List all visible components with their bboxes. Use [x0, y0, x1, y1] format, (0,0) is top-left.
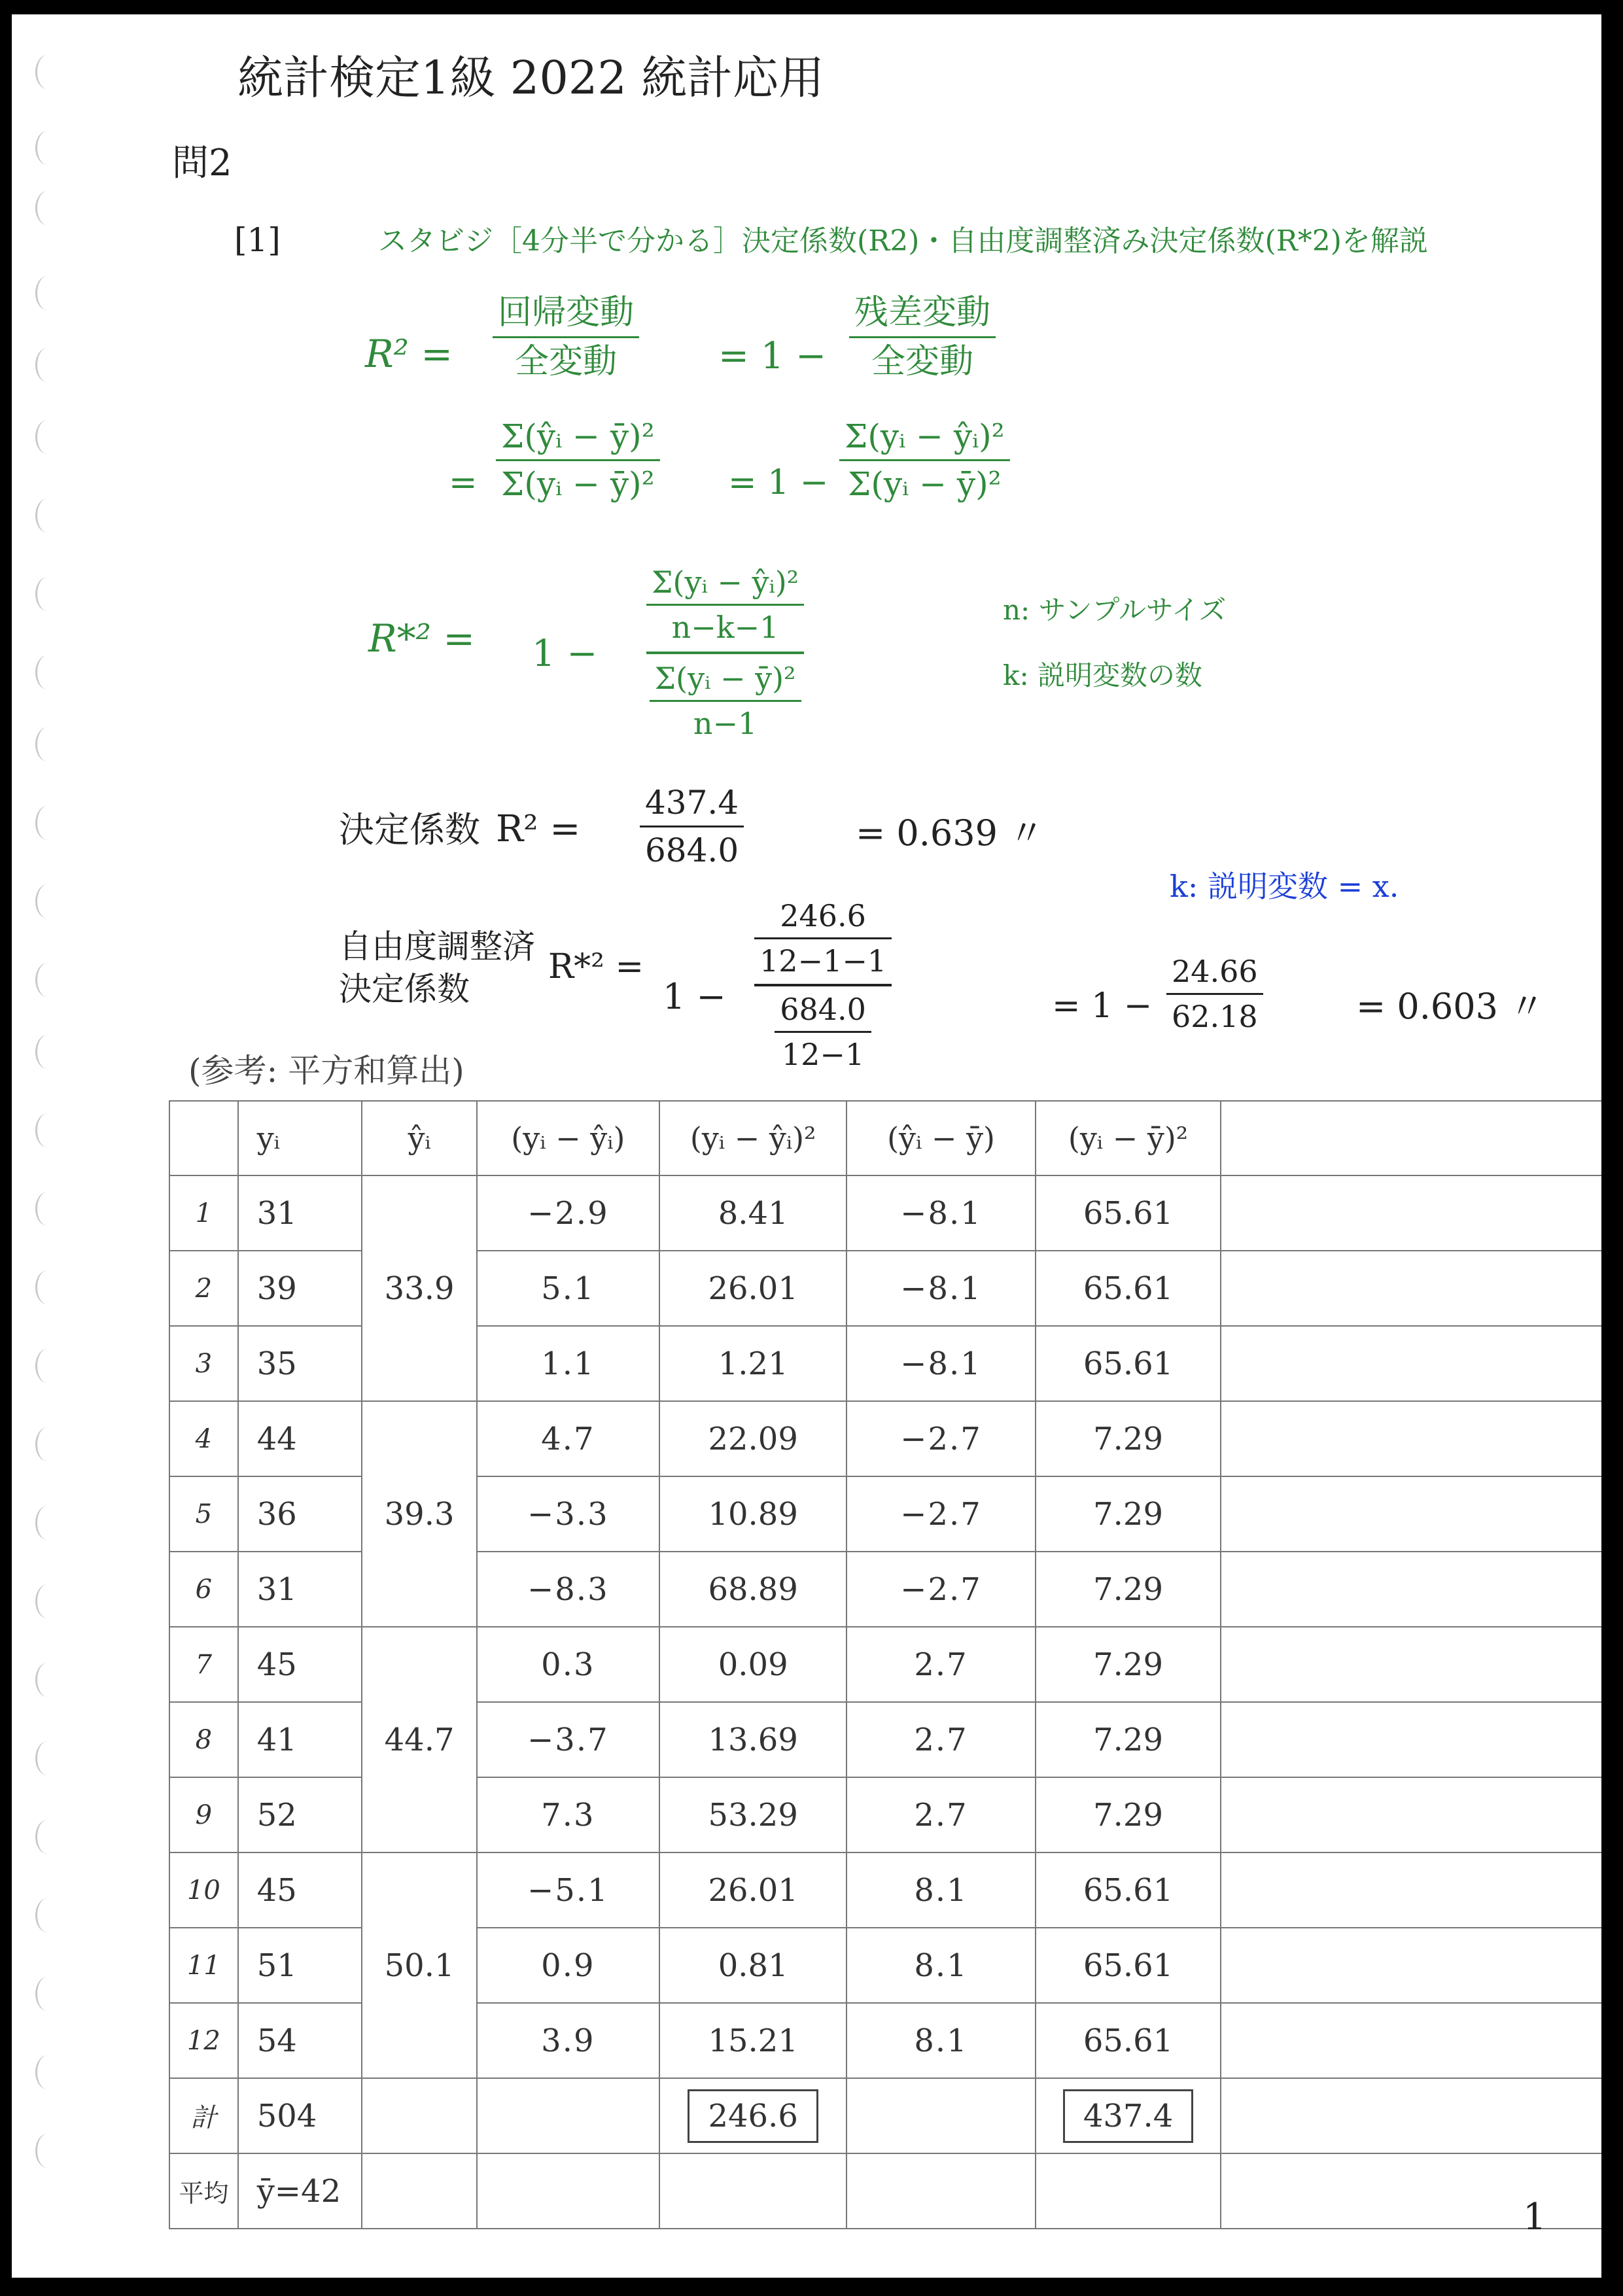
table-caption: (参考: 平方和算出)	[188, 1052, 464, 1090]
residual-squared-cell: 1.21	[659, 1326, 846, 1401]
k-definition: k: 説明変数の数	[1003, 659, 1202, 691]
residual-squared-cell: 8.41	[659, 1175, 846, 1251]
notebook-page	[12, 14, 1601, 2278]
binder-hole	[35, 2055, 60, 2089]
observed-y-cell: 31	[238, 1552, 362, 1627]
column-header: (yᵢ − ȳ)²	[1036, 1101, 1221, 1175]
blank-cell	[1221, 1627, 1601, 1702]
total-squared-cell: 7.29	[1036, 1552, 1221, 1627]
page-title: 統計検定1級 2022 統計応用	[237, 51, 825, 105]
total-row	[169, 2078, 1601, 2153]
binder-hole	[35, 655, 60, 689]
ratio-denominator: 全変動	[515, 342, 618, 381]
blank-cell	[1221, 1852, 1601, 1928]
row-index: 10	[169, 1852, 238, 1928]
regression-deviation-cell: 8.1	[846, 2003, 1035, 2078]
regression-deviation-cell: −8.1	[846, 1175, 1035, 1251]
n-definition: n: サンプルサイズ	[1003, 594, 1227, 626]
residual-squared-cell: 0.81	[659, 1928, 846, 2003]
observed-y-cell: 45	[238, 1627, 362, 1702]
row-index: 12	[169, 2003, 238, 2078]
total-squared-cell: 7.29	[1036, 1476, 1221, 1552]
reference-note: スタビジ［4分半で分かる］決定係数(R2)・自由度調整済み決定係数(R*2)を解説	[378, 224, 1428, 258]
observed-y-cell: 35	[238, 1326, 362, 1401]
residual-cell: −3.7	[477, 1702, 659, 1777]
blank-cell	[1221, 2078, 1601, 2153]
page-number: 1	[1523, 2196, 1546, 2238]
binder-hole	[35, 1427, 60, 1461]
binder-hole	[35, 1741, 60, 1775]
regression-deviation-cell: 2.7	[846, 1777, 1035, 1852]
blank-cell	[846, 2153, 1035, 2229]
regression-deviation-cell: 8.1	[846, 1928, 1035, 2003]
equals-one-minus: = 1 −	[728, 463, 829, 502]
residual-cell: 0.3	[477, 1627, 659, 1702]
row-index: 2	[169, 1251, 238, 1326]
blank-cell	[1221, 1777, 1601, 1852]
regression-deviation-cell: −2.7	[846, 1552, 1035, 1627]
r2-result: = 0.639 〃	[856, 812, 1045, 854]
radj-calc-tot-df: 12−1	[781, 1037, 865, 1072]
radj-calc-label-2: 決定係数	[339, 970, 470, 1008]
r2-denominator: 684.0	[645, 831, 739, 869]
residual-cell: 1.1	[477, 1326, 659, 1401]
total-squared-cell: 65.61	[1036, 1928, 1221, 2003]
column-header	[1221, 1101, 1601, 1175]
binder-hole	[35, 577, 60, 611]
residual-cell: −8.3	[477, 1552, 659, 1627]
row-index: 1	[169, 1175, 238, 1251]
total-squared-cell: 7.29	[1036, 1777, 1221, 1852]
binder-hole	[35, 727, 60, 761]
radj-res-df: n−k−1	[671, 610, 779, 645]
blank-cell	[1221, 1928, 1601, 2003]
binder-hole	[35, 498, 60, 532]
binder-hole	[35, 963, 60, 997]
row-index: 5	[169, 1476, 238, 1552]
resid-numerator: 残差変動	[854, 293, 991, 332]
binder-hole	[35, 1349, 60, 1383]
total-squared-cell: 65.61	[1036, 1852, 1221, 1928]
sum-res-numerator: Σ(yᵢ − ŷᵢ)²	[845, 417, 1005, 455]
r2-calc-fraction	[640, 786, 744, 867]
total-squared-sum: 437.4	[1063, 2089, 1193, 2143]
residual-squared-cell: 53.29	[659, 1777, 846, 1852]
residual-cell: −5.1	[477, 1852, 659, 1928]
row-index: 3	[169, 1326, 238, 1401]
residual-squared-cell: 10.89	[659, 1476, 846, 1552]
sum-reg-fraction	[496, 417, 660, 503]
observed-y-cell: 36	[238, 1476, 362, 1552]
observed-y-cell: 52	[238, 1777, 362, 1852]
binder-hole	[35, 1820, 60, 1854]
row-index: 11	[169, 1928, 238, 2003]
residual-squared-cell: 0.09	[659, 1627, 846, 1702]
observed-y-cell: 39	[238, 1251, 362, 1326]
binder-hole	[35, 884, 60, 918]
resid-fraction	[849, 293, 996, 381]
fitted-y-cell: 44.7	[362, 1627, 476, 1852]
radj-res-fraction	[646, 565, 804, 645]
binder-hole	[35, 2134, 60, 2168]
blank-cell	[1221, 1326, 1601, 1401]
binder-hole	[35, 420, 60, 454]
mean-label: 平均	[169, 2153, 238, 2229]
equals-one-minus: = 1 −	[718, 335, 827, 377]
resid-denominator: 全変動	[871, 342, 974, 381]
total-y: 504	[238, 2078, 362, 2153]
regression-deviation-cell: −8.1	[846, 1251, 1035, 1326]
k-note: k: 説明変数 = x.	[1170, 869, 1399, 904]
binder-hole	[35, 1506, 60, 1540]
regression-deviation-cell: −8.1	[846, 1326, 1035, 1401]
residual-cell: 3.9	[477, 2003, 659, 2078]
blank-cell	[1221, 1175, 1601, 1251]
column-header: ŷᵢ	[362, 1101, 476, 1175]
residual-squared-cell: 26.01	[659, 1251, 846, 1326]
residual-squared-cell: 26.01	[659, 1852, 846, 1928]
binder-hole	[35, 131, 60, 165]
radj-res-numerator: Σ(yᵢ − ŷᵢ)²	[652, 565, 799, 600]
radj-mid-numerator: 24.66	[1172, 954, 1258, 989]
observed-y-cell: 54	[238, 2003, 362, 2078]
sum-tot-denominator: Σ(yᵢ − ȳ)²	[848, 465, 1002, 503]
blank-cell	[477, 2078, 659, 2153]
radj-calc-res-fraction	[754, 898, 892, 979]
binder-hole	[35, 1898, 60, 1932]
binder-hole	[35, 1663, 60, 1697]
radj-calc-tot: 684.0	[780, 992, 866, 1027]
binder-hole	[35, 276, 60, 310]
total-squared-cell: 7.29	[1036, 1627, 1221, 1702]
column-header: yᵢ	[238, 1101, 362, 1175]
total-squared-cell: 65.61	[1036, 1251, 1221, 1326]
radj-calc-label-1: 自由度調整済	[339, 928, 535, 965]
residual-squared-cell: 13.69	[659, 1702, 846, 1777]
blank-cell	[362, 2153, 476, 2229]
total-residual-squared: 246.6	[688, 2089, 818, 2143]
blank-cell	[1221, 2003, 1601, 2078]
table-header-row	[169, 1101, 1601, 1175]
column-header	[169, 1101, 238, 1175]
radj-calc-outer-fraction	[754, 898, 892, 1072]
sum-reg-numerator: Σ(ŷᵢ − ȳ)²	[501, 417, 655, 455]
blank-cell	[1221, 1251, 1601, 1326]
binder-hole	[35, 806, 60, 840]
radj-calc-one-minus: 1 −	[663, 976, 726, 1017]
r2-calc-label: 決定係数	[339, 809, 480, 850]
radj-tot-fraction	[650, 663, 801, 739]
sum-tot-denominator: Σ(yᵢ − ȳ)²	[501, 465, 655, 503]
table-row	[169, 1175, 1601, 1251]
blank-cell	[1221, 1476, 1601, 1552]
row-index: 9	[169, 1777, 238, 1852]
radj-outer-fraction	[646, 567, 804, 739]
binder-hole	[35, 191, 60, 225]
ratio-fraction	[493, 293, 639, 381]
r2-symbol: R² =	[365, 332, 453, 376]
row-index: 6	[169, 1552, 238, 1627]
blank-cell	[1221, 1401, 1601, 1476]
equals-sign: =	[449, 463, 478, 502]
residual-cell: 4.7	[477, 1401, 659, 1476]
sum-res-fraction	[839, 417, 1010, 503]
fitted-y-cell: 50.1	[362, 1852, 476, 2078]
total-squared-cell: 7.29	[1036, 1702, 1221, 1777]
fitted-y-cell: 33.9	[362, 1175, 476, 1401]
sum-of-squares-table	[169, 1100, 1601, 2229]
ratio-numerator: 回帰変動	[498, 293, 635, 332]
total-squared-sum-cell	[1036, 2078, 1221, 2153]
radj-calc-res-df: 12−1−1	[759, 943, 887, 979]
total-squared-cell: 65.61	[1036, 2003, 1221, 2078]
observed-y-cell: 44	[238, 1401, 362, 1476]
blank-cell	[477, 2153, 659, 2229]
residual-cell: 7.3	[477, 1777, 659, 1852]
row-index: 7	[169, 1627, 238, 1702]
observed-y-cell: 51	[238, 1928, 362, 2003]
residual-cell: 0.9	[477, 1928, 659, 2003]
residual-squared-cell: 68.89	[659, 1552, 846, 1627]
regression-deviation-cell: 2.7	[846, 1702, 1035, 1777]
regression-deviation-cell: −2.7	[846, 1476, 1035, 1552]
total-squared-cell: 65.61	[1036, 1326, 1221, 1401]
table-row	[169, 1627, 1601, 1702]
binder-hole	[35, 1113, 60, 1147]
radj-result: = 0.603 〃	[1356, 986, 1545, 1027]
table-row	[169, 1852, 1601, 1928]
radj-calc-res: 246.6	[780, 898, 866, 933]
row-index: 8	[169, 1702, 238, 1777]
mean-y: ȳ=42	[238, 2153, 362, 2229]
radj-symbol: R*² =	[368, 616, 475, 661]
blank-cell	[1221, 1702, 1601, 1777]
blank-cell	[1221, 1552, 1601, 1627]
blank-cell	[659, 2153, 846, 2229]
residual-squared-cell: 15.21	[659, 2003, 846, 2078]
question-number: 問2	[172, 142, 232, 184]
radj-calc-tot-fraction	[775, 994, 871, 1070]
mean-row	[169, 2153, 1601, 2229]
column-header: (ŷᵢ − ȳ)	[846, 1101, 1035, 1175]
residual-cell: 5.1	[477, 1251, 659, 1326]
binder-hole	[35, 55, 60, 89]
binder-hole	[35, 1977, 60, 2011]
radj-mid-denominator: 62.18	[1172, 999, 1258, 1034]
binder-hole	[35, 1035, 60, 1069]
radj-tot-numerator: Σ(yᵢ − ȳ)²	[654, 661, 796, 696]
radj-tot-df: n−1	[693, 706, 758, 741]
regression-deviation-cell: 2.7	[846, 1627, 1035, 1702]
table-row	[169, 1401, 1601, 1476]
binder-hole	[35, 348, 60, 382]
blank-cell	[846, 2078, 1035, 2153]
blank-cell	[362, 2078, 476, 2153]
radj-calc-mid-fraction	[1166, 956, 1263, 1032]
fitted-y-cell: 39.3	[362, 1401, 476, 1627]
row-index: 4	[169, 1401, 238, 1476]
residual-cell: −3.3	[477, 1476, 659, 1552]
residual-squared-cell: 22.09	[659, 1401, 846, 1476]
binder-hole	[35, 1192, 60, 1226]
one-minus: 1 −	[532, 633, 598, 675]
regression-deviation-cell: 8.1	[846, 1852, 1035, 1928]
total-squared-cell: 65.61	[1036, 1175, 1221, 1251]
r2-calc-symbol: R² =	[496, 808, 581, 850]
blank-cell	[1036, 2153, 1221, 2229]
part-label: [1]	[234, 221, 281, 259]
observed-y-cell: 45	[238, 1852, 362, 1928]
r2-numerator: 437.4	[645, 784, 739, 822]
radj-calc-mid: = 1 −	[1052, 986, 1153, 1026]
total-residual-squared-cell	[659, 2078, 846, 2153]
radj-calc-symbol: R*² =	[548, 947, 644, 986]
total-squared-cell: 7.29	[1036, 1401, 1221, 1476]
binder-hole	[35, 1270, 60, 1304]
total-label: 計	[169, 2078, 238, 2153]
observed-y-cell: 41	[238, 1702, 362, 1777]
regression-deviation-cell: −2.7	[846, 1401, 1035, 1476]
observed-y-cell: 31	[238, 1175, 362, 1251]
column-header: (yᵢ − ŷᵢ)²	[659, 1101, 846, 1175]
column-header: (yᵢ − ŷᵢ)	[477, 1101, 659, 1175]
binder-hole	[35, 1584, 60, 1618]
residual-cell: −2.9	[477, 1175, 659, 1251]
